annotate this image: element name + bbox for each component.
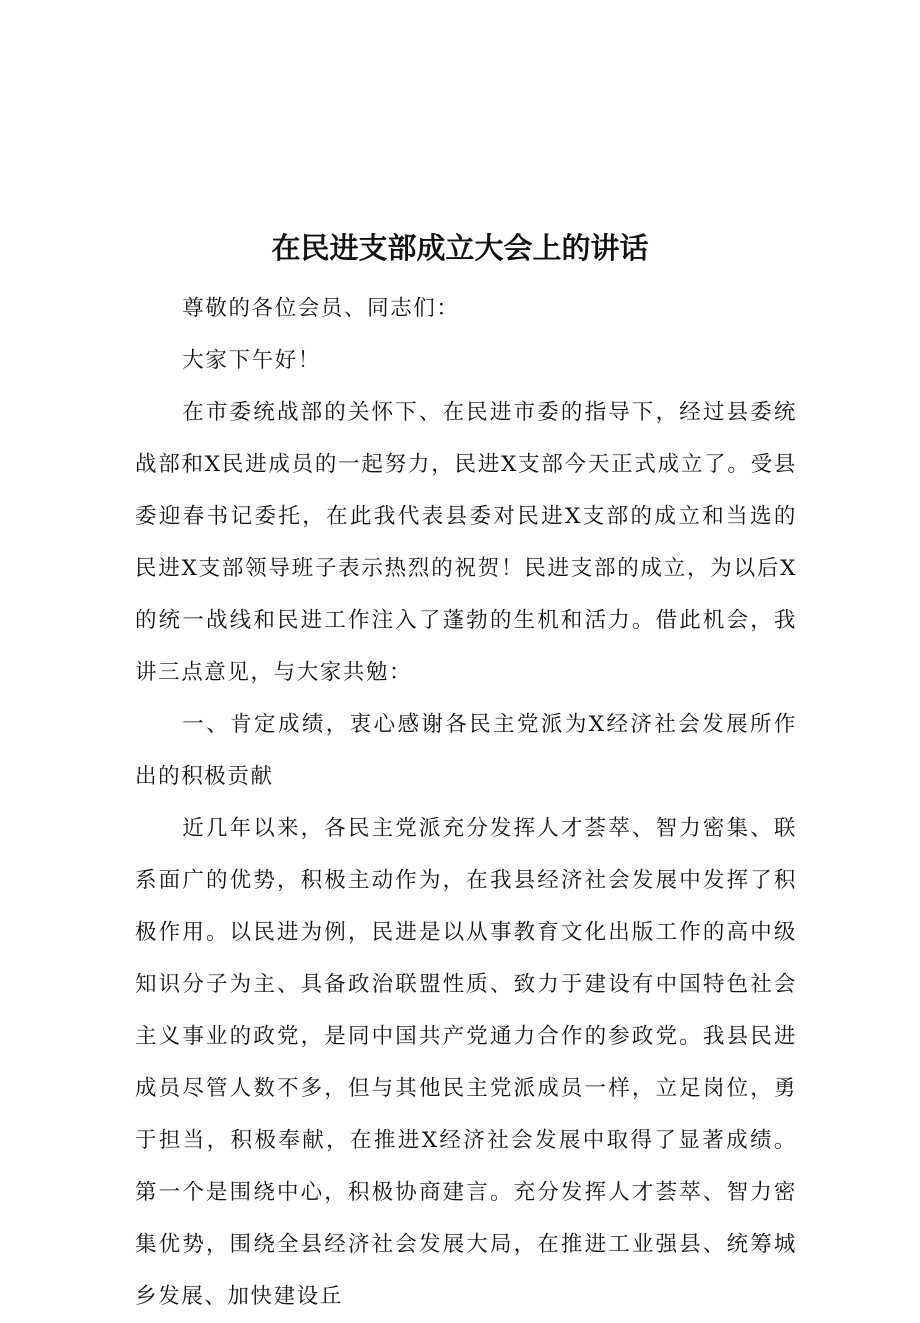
section-heading-1: 一、肯定成绩，衷心感谢各民主党派为X经济社会发展所作出的积极贡献 <box>135 712 797 789</box>
document-body <box>135 283 797 1323</box>
greeting-paragraph: 大家下午好！ <box>182 348 321 373</box>
document-title: 在民进支部成立大会上的讲话 <box>271 231 649 265</box>
section-1-paragraph: 近几年以来，各民主党派充分发挥人才荟萃、智力密集、联系面广的优势，积极主动作为，在我县经济社会发展中发挥了积极作用。以民进为例，民进是以从事教育文化出版工作的高中级知识分子为主、具备政治联盟性质、致力于建设有中国特色社会主义事业的政党，是同中国共产党通力合作的参政党。我县民进成员尽管人数不多，但与其他民主党派成员一样，立足岗位，勇于担当，积极奉献，在推进X经济社会发展中取得了显著成绩。第一个是围绕中心，积极协商建言。充分发挥人才荟萃、智力密集优势，围绕全县经济社会发展大局，在推进工业强县、统筹城乡发展、加快建设丘 <box>135 816 797 1309</box>
opening-paragraph: 在市委统战部的关怀下、在民进市委的指导下，经过县委统战部和X民进成员的一起努力，民进X支部今天正式成立了。受县委迎春书记委托，在此我代表县委对民进X支部的成立和当选的民进X支部领导班子表示热烈的祝贺！民进支部的成立，为以后X的统一战线和民进工作注入了蓬勃的生机和活力。借此机会，我讲三点意见，与大家共勉： <box>135 400 797 685</box>
salutation-paragraph: 尊敬的各位会员、同志们： <box>182 296 460 321</box>
